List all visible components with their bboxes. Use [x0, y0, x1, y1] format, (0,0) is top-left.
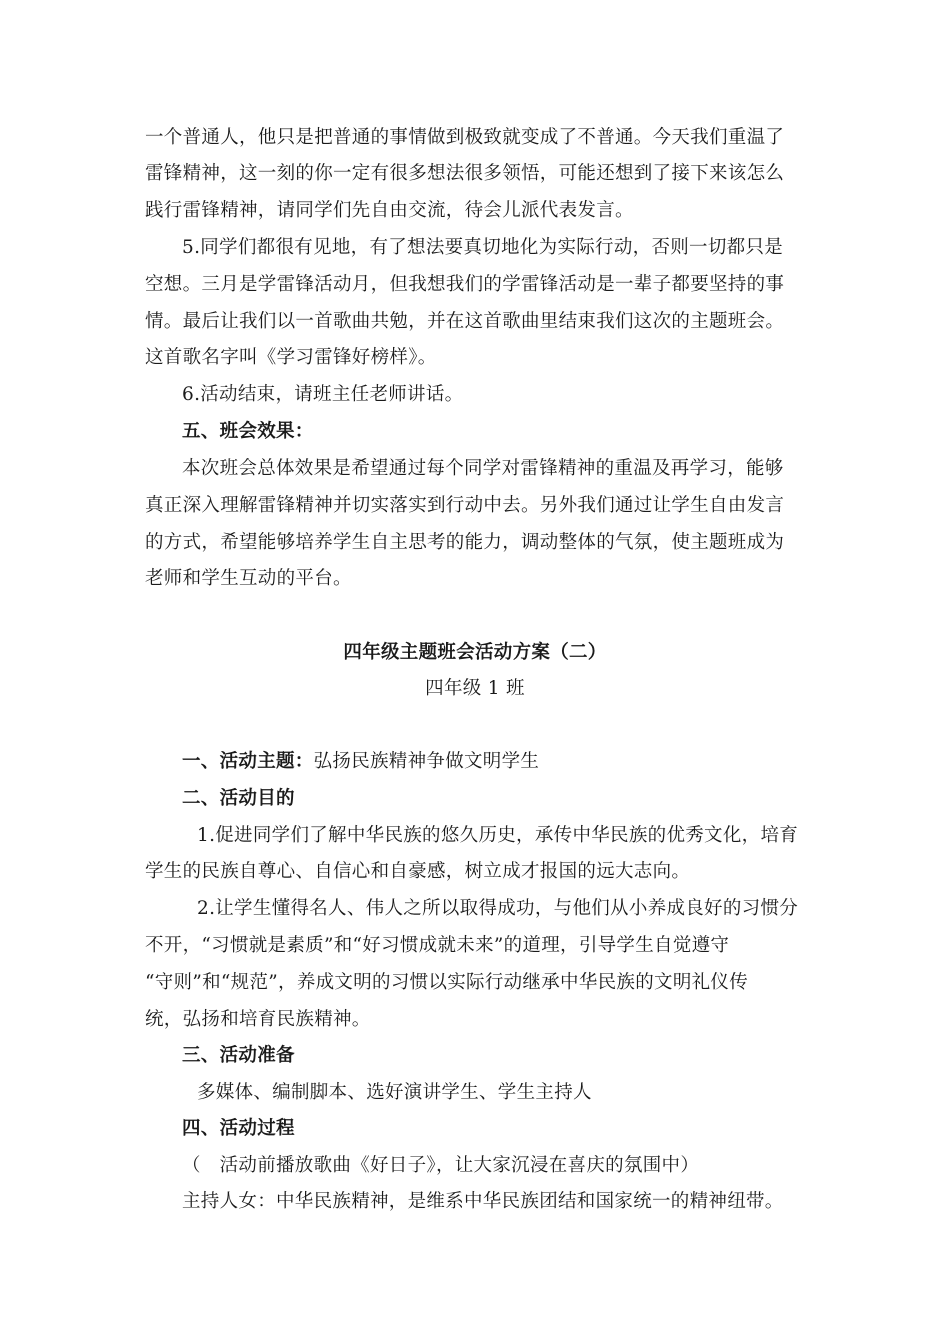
paragraph-line: 空想。三月是学雷锋活动月，但我想我们的学雷锋活动是一辈子都要坚持的事 — [145, 274, 785, 295]
paragraph-line: 不开，“习惯就是素质”和“好习惯成就未来”的道理，引导学生自觉遵守 — [145, 935, 730, 956]
document-subtitle: 四年级 1 班 — [425, 678, 525, 699]
paragraph-line: 这首歌名字叫《学习雷锋好榜样》。 — [145, 347, 437, 368]
paragraph-line: “守则”和“规范”，养成文明的习惯以实际行动继承中华民族的文明礼仪传 — [145, 972, 749, 993]
paragraph-line: 6.活动结束，请班主任老师讲话。 — [182, 384, 464, 405]
paragraph-line: 践行雷锋精神，请同学们先自由交流，待会儿派代表发言。 — [145, 200, 634, 221]
paragraph-line: 学生的民族自尊心、自信心和自豪感，树立成才报国的远大志向。 — [145, 861, 691, 882]
paragraph-line: 雷锋精神，这一刻的你一定有很多想法很多领悟，可能还想到了接下来该怎么 — [145, 163, 785, 184]
paragraph-line: （ 活动前播放歌曲《好日子》，让大家沉浸在喜庆的氛围中） — [182, 1155, 700, 1176]
paragraph-line: 5.同学们都很有见地，有了想法要真切地化为实际行动，否则一切都只是 — [182, 237, 784, 258]
paragraph-line: 2.让学生懂得名人、伟人之所以取得成功，与他们从小养成良好的习惯分 — [197, 898, 799, 919]
paragraph-line: 的方式，希望能够培养学生自主思考的能力，调动整体的气氛，使主题班成为 — [145, 532, 785, 553]
section-heading: 五、班会效果： — [182, 421, 314, 442]
document-title: 四年级主题班会活动方案（二） — [343, 642, 607, 663]
section-heading: 三、活动准备 — [182, 1045, 295, 1066]
paragraph-line: 本次班会总体效果是希望通过每个同学对雷锋精神的重温及再学习，能够 — [182, 458, 784, 479]
theme-label: 一、活动主题： — [182, 751, 314, 772]
paragraph-line: 情。最后让我们以一首歌曲共勉，并在这首歌曲里结束我们这次的主题班会。 — [145, 311, 785, 332]
paragraph-line: 1.促进同学们了解中华民族的悠久历史，承传中华民族的优秀文化，培育 — [197, 825, 799, 846]
paragraph-line: 老师和学生互动的平台。 — [145, 568, 352, 589]
paragraph-line: 真正深入理解雷锋精神并切实落实到行动中去。另外我们通过让学生自由发言 — [145, 495, 785, 516]
section-heading: 二、活动目的 — [182, 788, 295, 809]
paragraph-line: 多媒体、编制脚本、选好演讲学生、学生主持人 — [197, 1082, 592, 1103]
paragraph-line: 一个普通人，他只是把普通的事情做到极致就变成了不普通。今天我们重温了 — [145, 127, 785, 148]
theme-value: 弘扬民族精神争做文明学生 — [313, 751, 540, 772]
section-heading: 四、活动过程 — [182, 1118, 295, 1139]
paragraph-line: 统，弘扬和培育民族精神。 — [145, 1009, 371, 1030]
theme-line — [182, 750, 539, 774]
paragraph-line: 主持人女：中华民族精神，是维系中华民族团结和国家统一的精神纽带。 — [182, 1191, 784, 1212]
